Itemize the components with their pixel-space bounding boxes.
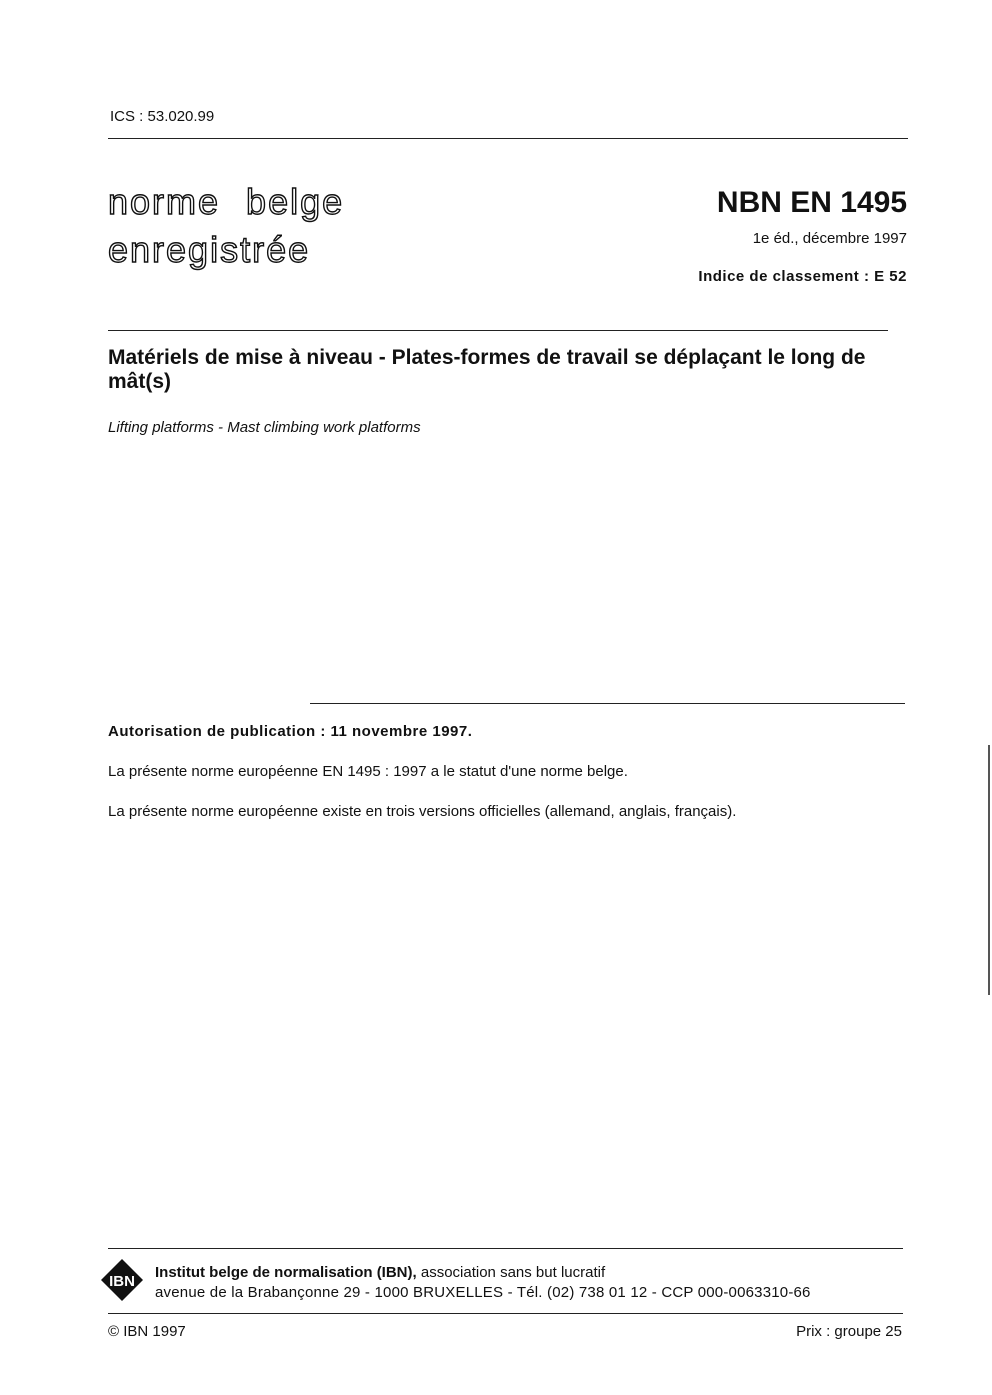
- edition-date: 1e éd., décembre 1997: [752, 230, 907, 247]
- versions-paragraph: La présente norme européenne existe en trois versions officielles (allemand, anglais, français).: [108, 803, 737, 820]
- institute-name: Institut belge de normalisation (IBN),: [155, 1264, 417, 1281]
- footer-rule-top: [108, 1248, 903, 1249]
- institute-line: [155, 1264, 605, 1281]
- brand-title-line2: enregistrée: [108, 229, 311, 270]
- ibn-logo: [100, 1258, 144, 1302]
- footer-rule-bottom: [108, 1313, 903, 1314]
- standard-code: NBN EN 1495: [716, 186, 907, 219]
- header-rule: [108, 138, 908, 139]
- brand-title-line1: norme belge: [108, 181, 345, 222]
- document-title-french: Matériels de mise à niveau - Plates-formes de travail se déplaçant le long de mât(s): [108, 346, 866, 393]
- publication-authorization: Autorisation de publication : 11 novembre 1997.: [108, 723, 473, 740]
- ibn-logo-icon: [100, 1258, 144, 1302]
- svg-text:IBN: IBN: [109, 1273, 135, 1290]
- institute-description: association sans but lucratif: [416, 1264, 606, 1281]
- publication-rule: [310, 703, 905, 704]
- copyright: © IBN 1997: [108, 1323, 186, 1340]
- price-group: Prix : groupe 25: [796, 1323, 902, 1340]
- ics-code: ICS : 53.020.99: [110, 108, 215, 125]
- classification-index: Indice de classement : E 52: [698, 268, 907, 285]
- institute-address: avenue de la Brabançonne 29 - 1000 BRUXELLES - Tél. (02) 738 01 12 - CCP 000-0063310-66: [155, 1284, 811, 1301]
- document-title-english: Lifting platforms - Mast climbing work platforms: [108, 419, 421, 436]
- status-paragraph: La présente norme européenne EN 1495 : 1997 a le statut d'une norme belge.: [108, 763, 628, 780]
- scan-margin-mark: [988, 745, 990, 995]
- title-rule: [108, 330, 888, 331]
